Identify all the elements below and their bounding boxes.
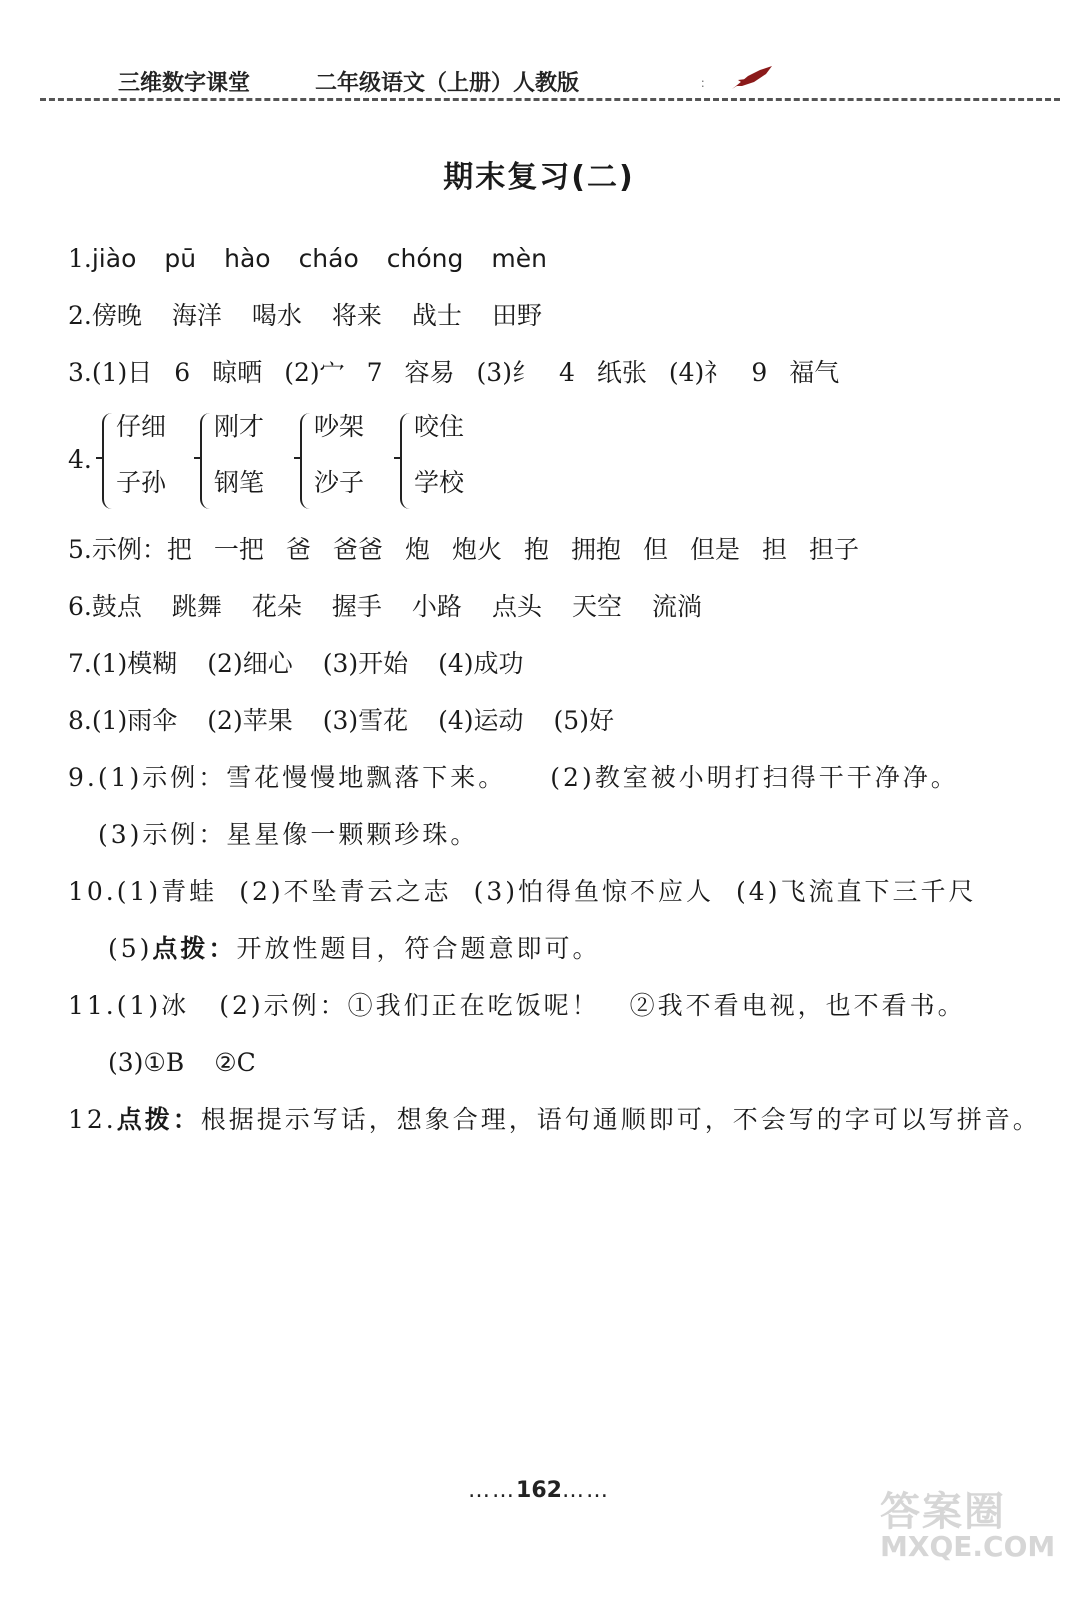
sentence-item: (2)教室被小明打扫得干干净净。 [550, 763, 959, 792]
choice-item: ②C [214, 1048, 256, 1077]
stroke-count: 7 [366, 358, 383, 387]
word-item: (3)雪花 [322, 706, 409, 735]
series-name: 三维数字课堂 [118, 71, 251, 96]
answer-8 [68, 698, 1058, 744]
answer-9-line-1 [68, 755, 1058, 801]
word-item: 点头 [491, 592, 542, 621]
stroke-count: 6 [174, 358, 191, 387]
char-item: 炮 [404, 535, 430, 564]
watermark-url: MXQE.COM [880, 1530, 1056, 1563]
answer-10-line-1 [68, 869, 1058, 915]
word-item: 容易 [404, 358, 455, 387]
word-item: 学校 [414, 468, 465, 497]
char-item: 但 [643, 535, 669, 564]
pinyin-item: jiào [91, 244, 137, 273]
left-brace [102, 413, 114, 509]
book-title: 二年级语文（上册）人教版 [315, 71, 580, 96]
footer-dots-right: …… [561, 1478, 610, 1503]
word-item: 花朵 [251, 592, 302, 621]
left-brace [200, 413, 212, 509]
poem-line: (4)飞流直下三千尺 [736, 877, 977, 906]
word-item: 田野 [491, 301, 542, 330]
sentence-item: ②我不看电视，也不看书。 [629, 991, 966, 1020]
page-title: 期末复习(二) [443, 160, 635, 195]
char-item: 爸 [285, 535, 311, 564]
word-item: (2)苹果 [207, 706, 293, 735]
footer-dots-left: …… [468, 1478, 517, 1503]
page-number: 162 [516, 1478, 562, 1503]
word-item: (4)成功 [438, 649, 524, 678]
hint-text: 根据提示写话，想象合理，语句通顺即可，不会写的字可以写拼音。 [200, 1105, 1041, 1134]
answer-10-line-2 [68, 926, 1058, 972]
char-item: 担 [762, 535, 788, 564]
word-item: 仔细 [116, 412, 167, 441]
word-item: 但是 [690, 535, 741, 564]
answer-11-line-2 [68, 1040, 1058, 1086]
answer-3 [68, 350, 1058, 396]
radical-item: (3)纟 [476, 358, 537, 387]
question-number: 9. [68, 763, 98, 792]
word-item: 拥抱 [570, 535, 621, 564]
radical-item: (2)宀 [284, 358, 345, 387]
pinyin-item: cháo [298, 244, 359, 273]
word-item: 流淌 [651, 592, 702, 621]
answer-12 [68, 1097, 1058, 1143]
answer-9-line-2 [68, 812, 1058, 858]
word-item: 晾晒 [212, 358, 263, 387]
word-item: (4)运动 [438, 706, 524, 735]
word-item: 福气 [789, 358, 840, 387]
word-item: 爸爸 [332, 535, 383, 564]
word-item: 沙子 [314, 468, 365, 497]
word-item: 小路 [411, 592, 462, 621]
poem-line: (3)怕得鱼惊不应人 [473, 877, 715, 906]
word-item: (5)好 [553, 706, 614, 735]
word-item: 握手 [331, 592, 382, 621]
poem-line: (2)不坠青云之志 [239, 877, 452, 906]
question-number: 11. [68, 991, 117, 1020]
word-item: (1)青蛙 [116, 877, 218, 906]
word-item: 子孙 [116, 468, 167, 497]
word-item: 天空 [571, 592, 622, 621]
question-number: 5. [68, 535, 92, 564]
answer-11-line-1 [68, 983, 1058, 1029]
running-header [40, 62, 1060, 106]
word-item: 纸张 [596, 358, 647, 387]
watermark-logo: 答案圈 [880, 1489, 1006, 1535]
question-number: 1. [68, 244, 92, 273]
question-number: 12. [68, 1105, 117, 1134]
radical-item: (1)日 [91, 358, 153, 387]
word-item: 刚才 [214, 412, 265, 441]
pinyin-item: pū [164, 244, 197, 273]
pinyin-item: chóng [386, 244, 464, 273]
question-number: 10. [68, 877, 117, 906]
answer-2 [68, 293, 1058, 339]
question-number: 4. [68, 445, 92, 474]
stroke-count: 4 [558, 358, 575, 387]
header-dashed-rule [40, 98, 1060, 101]
word-item: 咬住 [414, 412, 465, 441]
sub-number: (5) [108, 934, 153, 963]
hint-label: 点拨： [152, 934, 237, 963]
example-label: 示例： [91, 535, 167, 564]
sentence-item: (2)示例：①我们正在吃饭呢！ [219, 991, 600, 1020]
left-brace [300, 413, 312, 509]
word-item: (2)细心 [207, 649, 293, 678]
question-number: 8. [68, 706, 92, 735]
choice-item: (3)①B [108, 1048, 185, 1077]
sentence-item: (3)示例：星星像一颗颗珍珠。 [98, 820, 479, 849]
word-item: 海洋 [171, 301, 222, 330]
word-item: 钢笔 [214, 468, 265, 497]
question-number: 3. [68, 358, 92, 387]
word-item: 喝水 [251, 301, 302, 330]
char-item: 抱 [523, 535, 549, 564]
rocket-icon [730, 64, 774, 90]
question-number: 2. [68, 301, 92, 330]
word-item: 炮火 [451, 535, 502, 564]
word-item: (1)冰 [116, 991, 190, 1020]
pinyin-item: mèn [491, 244, 547, 273]
answer-6 [68, 584, 1058, 630]
header-mark: ： [700, 76, 713, 90]
answer-7 [68, 641, 1058, 687]
word-item: (3)开始 [322, 649, 409, 678]
word-item: (1)模糊 [91, 649, 178, 678]
answer-1 [68, 236, 1058, 282]
question-number: 7. [68, 649, 92, 678]
char-item: 把 [166, 535, 192, 564]
word-item: (1)雨伞 [91, 706, 178, 735]
word-item: 担子 [809, 535, 860, 564]
answer-4 [68, 407, 1058, 517]
hint-label: 点拨： [116, 1105, 201, 1134]
sentence-item: (1)示例：雪花慢慢地飘落下来。 [97, 763, 507, 792]
word-item: 傍晚 [91, 301, 142, 330]
word-item: 战士 [411, 301, 462, 330]
word-item: 跳舞 [171, 592, 222, 621]
stroke-count: 9 [751, 358, 768, 387]
word-item: 吵架 [314, 412, 365, 441]
word-item: 鼓点 [91, 592, 142, 621]
left-brace [400, 413, 412, 509]
question-number: 6. [68, 592, 92, 621]
radical-item: (4)礻 [668, 358, 730, 387]
word-item: 一把 [213, 535, 264, 564]
word-item: 将来 [331, 301, 382, 330]
answer-list [68, 236, 1058, 1154]
answer-5 [68, 527, 1058, 573]
hint-text: 开放性题目，符合题意即可。 [236, 934, 601, 963]
pinyin-item: hào [224, 244, 271, 273]
